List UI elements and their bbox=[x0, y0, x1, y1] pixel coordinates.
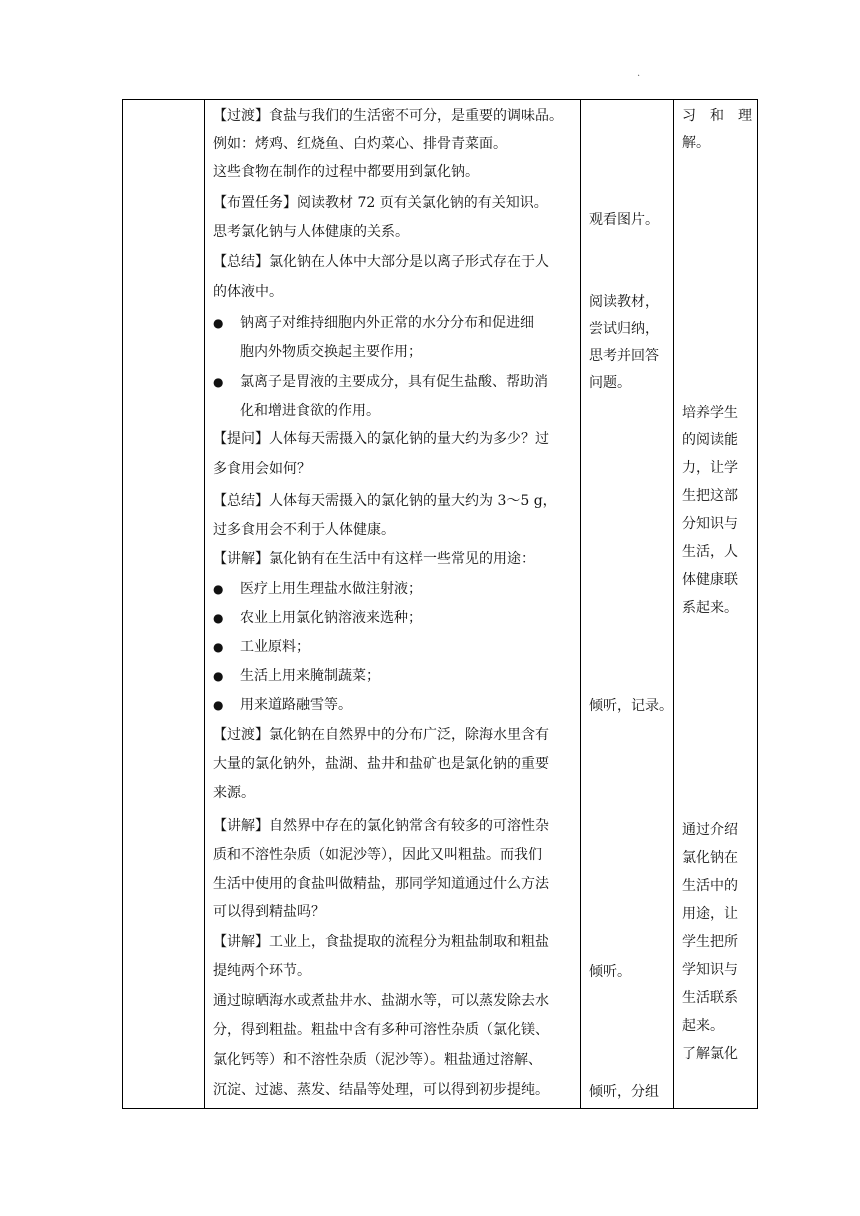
content-line: 来源。 bbox=[213, 785, 255, 801]
bullet-icon: ● bbox=[213, 611, 224, 625]
bullet-icon: ● bbox=[213, 375, 224, 389]
bullet-icon: ● bbox=[213, 640, 224, 654]
content-line: 分，得到粗盐。粗盐中含有多种可溶性杂质（氯化镁、 bbox=[213, 1022, 549, 1038]
content-line: 【过渡】食盐与我们的生活密不可分，是重要的调味品。 bbox=[213, 108, 563, 124]
intent-line: 了解氯化 bbox=[682, 1046, 738, 1062]
student-line: 思考并回答 bbox=[589, 348, 659, 364]
student-line: 倾听，分组 bbox=[589, 1084, 659, 1100]
content-line: 化和增进食欲的作用。 bbox=[240, 403, 380, 419]
content-line: 钠离子对维持细胞内外正常的水分分布和促进细 bbox=[240, 315, 534, 331]
intent-line: 生活中的 bbox=[682, 878, 738, 894]
content-line: 生活中使用的食盐叫做精盐，那同学知道通过什么方法 bbox=[213, 876, 549, 892]
content-line: 【讲解】氯化钠有在生活中有这样一些常见的用途： bbox=[213, 551, 535, 567]
content-line: 农业上用氯化钠溶液来选种； bbox=[240, 610, 422, 626]
content-line: 提纯两个环节。 bbox=[213, 963, 311, 979]
content-line: 质和不溶性杂质（如泥沙等），因此又叫粗盐。而我们 bbox=[213, 847, 542, 863]
student-line: 阅读教材， bbox=[589, 294, 659, 310]
content-line: 【讲解】工业上，食盐提取的流程分为粗盐制取和粗盐 bbox=[213, 934, 549, 950]
content-line: 氯离子是胃液的主要成分，具有促生盐酸、帮助消 bbox=[240, 374, 548, 390]
student-line: 倾听，记录。 bbox=[589, 698, 673, 714]
content-line: 氯化钙等）和不溶性杂质（泥沙等）。粗盐通过溶解、 bbox=[213, 1052, 542, 1068]
content-line: 胞内外物质交换起主要作用； bbox=[240, 344, 422, 360]
content-line: 过多食用会不利于人体健康。 bbox=[213, 522, 395, 538]
intent-line: 习 和 理 bbox=[682, 108, 752, 124]
lesson-table bbox=[122, 99, 758, 1109]
content-line: 的体液中。 bbox=[213, 284, 283, 300]
student-line: 观看图片。 bbox=[589, 212, 659, 228]
bullet-icon: ● bbox=[213, 582, 224, 596]
content-line: 多食用会如何？ bbox=[213, 461, 311, 477]
content-line: 医疗上用生理盐水做注射液； bbox=[240, 581, 422, 597]
column-teacher-activity bbox=[205, 100, 581, 1108]
content-line: 用来道路融雪等。 bbox=[240, 697, 352, 713]
intent-line: 分知识与 bbox=[682, 516, 738, 532]
content-line: 大量的氯化钠外，盐湖、盐井和盐矿也是氯化钠的重要 bbox=[213, 756, 549, 772]
intent-line: 力，让学 bbox=[682, 460, 738, 476]
column-design-intent bbox=[674, 100, 757, 1108]
intent-line: 的阅读能 bbox=[682, 432, 738, 448]
intent-line: 起来。 bbox=[682, 1018, 724, 1034]
content-line: 【讲解】自然界中存在的氯化钠常含有较多的可溶性杂 bbox=[213, 818, 549, 834]
content-line: 【总结】人体每天需摄入的氯化钠的量大约为 3～5 g， bbox=[213, 493, 557, 509]
header-dot: . bbox=[637, 68, 641, 79]
intent-line: 学生把所 bbox=[682, 934, 738, 950]
content-line: 通过晾晒海水或煮盐井水、盐湖水等，可以蒸发除去水 bbox=[213, 993, 549, 1009]
intent-line: 培养学生 bbox=[682, 405, 738, 421]
content-line: 【布置任务】阅读教材 72 页有关氯化钠的有关知识。 bbox=[213, 195, 548, 211]
intent-line: 用途，让 bbox=[682, 906, 738, 922]
bullet-icon: ● bbox=[213, 669, 224, 683]
bullet-icon: ● bbox=[213, 316, 224, 330]
content-line: 沉淀、过滤、蒸发、结晶等处理，可以得到初步提纯。 bbox=[213, 1082, 549, 1098]
student-line: 问题。 bbox=[589, 375, 631, 391]
column-stage bbox=[123, 100, 205, 1108]
content-line: 工业原料； bbox=[240, 639, 310, 655]
content-line: 可以得到精盐吗？ bbox=[213, 904, 325, 920]
student-line: 尝试归纳， bbox=[589, 321, 659, 337]
bullet-icon: ● bbox=[213, 698, 224, 712]
intent-line: 体健康联 bbox=[682, 572, 738, 588]
content-line: 生活上用来腌制蔬菜； bbox=[240, 668, 380, 684]
intent-line: 通过介绍 bbox=[682, 822, 738, 838]
intent-line: 学知识与 bbox=[682, 962, 738, 978]
intent-line: 解。 bbox=[682, 135, 710, 151]
intent-line: 氯化钠在 bbox=[682, 850, 738, 866]
intent-line: 生活联系 bbox=[682, 990, 738, 1006]
content-line: 思考氯化钠与人体健康的关系。 bbox=[213, 224, 409, 240]
content-line: 例如：烤鸡、红烧鱼、白灼菜心、排骨青菜面。 bbox=[213, 136, 507, 152]
student-line: 倾听。 bbox=[589, 964, 631, 980]
content-line: 这些食物在制作的过程中都要用到氯化钠。 bbox=[213, 164, 479, 180]
intent-line: 生把这部 bbox=[682, 488, 738, 504]
intent-line: 生活，人 bbox=[682, 544, 738, 560]
content-line: 【总结】氯化钠在人体中大部分是以离子形式存在于人 bbox=[213, 254, 549, 270]
content-line: 【过渡】氯化钠在自然界中的分布广泛，除海水里含有 bbox=[213, 727, 549, 743]
intent-line: 系起来。 bbox=[682, 600, 738, 616]
content-line: 【提问】人体每天需摄入的氯化钠的量大约为多少？过 bbox=[213, 431, 549, 447]
column-student-activity bbox=[581, 100, 674, 1108]
